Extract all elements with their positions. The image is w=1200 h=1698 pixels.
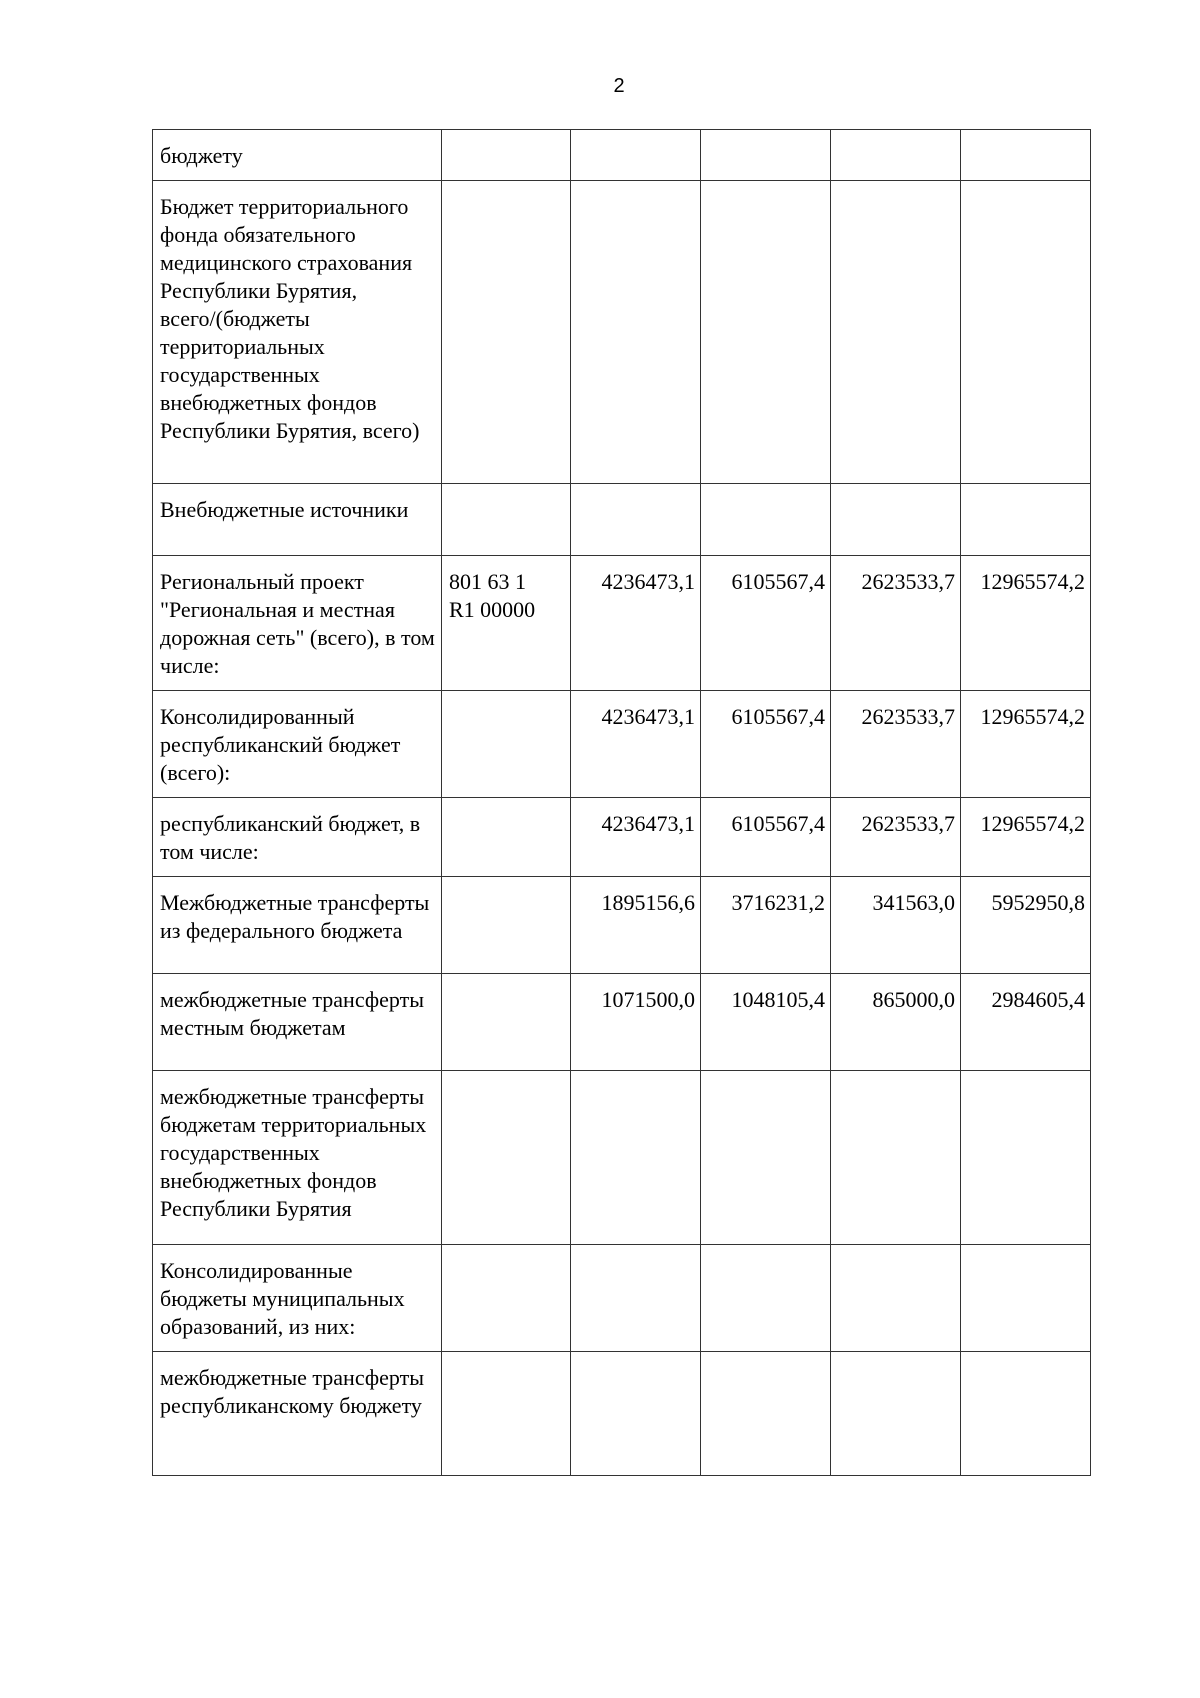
value-cell-year-1	[571, 130, 701, 181]
value-cell-year-3: 341563,0	[831, 877, 961, 974]
budget-code-cell	[442, 877, 571, 974]
budget-code-cell	[442, 181, 571, 484]
table-row	[153, 798, 1091, 877]
budget-code-cell: 801 63 1 R1 00000	[442, 556, 571, 691]
value-cell-year-3	[831, 1352, 961, 1476]
value-cell-total: 2984605,4	[961, 974, 1091, 1071]
budget-code-cell	[442, 974, 571, 1071]
value-cell-year-1	[571, 1352, 701, 1476]
value-cell-year-2: 1048105,4	[701, 974, 831, 1071]
budget-code-cell	[442, 798, 571, 877]
value-cell-year-3	[831, 484, 961, 556]
value-cell-year-2: 3716231,2	[701, 877, 831, 974]
value-cell-total: 12965574,2	[961, 798, 1091, 877]
budget-code-cell	[442, 1071, 571, 1245]
row-name-cell: Региональный проект "Региональная и местная дорожная сеть" (всего), в том числе:	[153, 556, 442, 691]
value-cell-total: 12965574,2	[961, 556, 1091, 691]
row-name-cell: Межбюджетные трансферты из федерального бюджета	[153, 877, 442, 974]
value-cell-total: 5952950,8	[961, 877, 1091, 974]
value-cell-total	[961, 181, 1091, 484]
budget-code-cell	[442, 691, 571, 798]
value-cell-year-3	[831, 1071, 961, 1245]
value-cell-year-2	[701, 181, 831, 484]
value-cell-year-1: 4236473,1	[571, 691, 701, 798]
budget-code-cell	[442, 484, 571, 556]
value-cell-year-2: 6105567,4	[701, 691, 831, 798]
value-cell-year-2	[701, 484, 831, 556]
value-cell-year-1: 1071500,0	[571, 974, 701, 1071]
budget-code-cell	[442, 1245, 571, 1352]
row-name-cell: Консолидированный республиканский бюджет (всего):	[153, 691, 442, 798]
page-number: 2	[613, 75, 625, 97]
value-cell-year-3: 2623533,7	[831, 691, 961, 798]
value-cell-year-2	[701, 1071, 831, 1245]
row-name-cell: бюджету	[153, 130, 442, 181]
budget-table	[152, 129, 1091, 1476]
value-cell-year-1	[571, 484, 701, 556]
value-cell-year-3: 2623533,7	[831, 556, 961, 691]
row-name-cell: межбюджетные трансферты республиканскому бюджету	[153, 1352, 442, 1476]
value-cell-year-1	[571, 1071, 701, 1245]
table-row	[153, 974, 1091, 1071]
value-cell-year-3	[831, 1245, 961, 1352]
budget-code-cell	[442, 1352, 571, 1476]
table-row	[153, 130, 1091, 181]
row-name-cell: Внебюджетные источники	[153, 484, 442, 556]
row-name-cell: Бюджет территориального фонда обязательного медицинского страхования Республики Бурятия, всего/(бюджеты территориальных государственных внебюджетных фондов Республики Бурятия, всего)	[153, 181, 442, 484]
table-row	[153, 484, 1091, 556]
value-cell-year-2	[701, 130, 831, 181]
row-name-cell: Консолидированные бюджеты муниципальных образований, из них:	[153, 1245, 442, 1352]
row-name-cell: республиканский бюджет, в том числе:	[153, 798, 442, 877]
value-cell-year-1: 4236473,1	[571, 798, 701, 877]
value-cell-total: 12965574,2	[961, 691, 1091, 798]
value-cell-total	[961, 1245, 1091, 1352]
table-row	[153, 1071, 1091, 1245]
table-row	[153, 556, 1091, 691]
table-row	[153, 877, 1091, 974]
table-body	[153, 130, 1091, 1476]
row-name-cell: межбюджетные трансферты бюджетам территориальных государственных внебюджетных фондов Республики Бурятия	[153, 1071, 442, 1245]
value-cell-year-3	[831, 181, 961, 484]
value-cell-total	[961, 1352, 1091, 1476]
value-cell-total	[961, 130, 1091, 181]
value-cell-year-2: 6105567,4	[701, 798, 831, 877]
value-cell-year-1	[571, 181, 701, 484]
value-cell-total	[961, 1071, 1091, 1245]
value-cell-total	[961, 484, 1091, 556]
table-row	[153, 1245, 1091, 1352]
value-cell-year-1: 4236473,1	[571, 556, 701, 691]
value-cell-year-3: 2623533,7	[831, 798, 961, 877]
table-row	[153, 691, 1091, 798]
value-cell-year-1	[571, 1245, 701, 1352]
value-cell-year-2: 6105567,4	[701, 556, 831, 691]
value-cell-year-2	[701, 1245, 831, 1352]
table-row	[153, 181, 1091, 484]
budget-code-cell	[442, 130, 571, 181]
value-cell-year-1: 1895156,6	[571, 877, 701, 974]
row-name-cell: межбюджетные трансферты местным бюджетам	[153, 974, 442, 1071]
value-cell-year-3	[831, 130, 961, 181]
table-row	[153, 1352, 1091, 1476]
value-cell-year-3: 865000,0	[831, 974, 961, 1071]
value-cell-year-2	[701, 1352, 831, 1476]
